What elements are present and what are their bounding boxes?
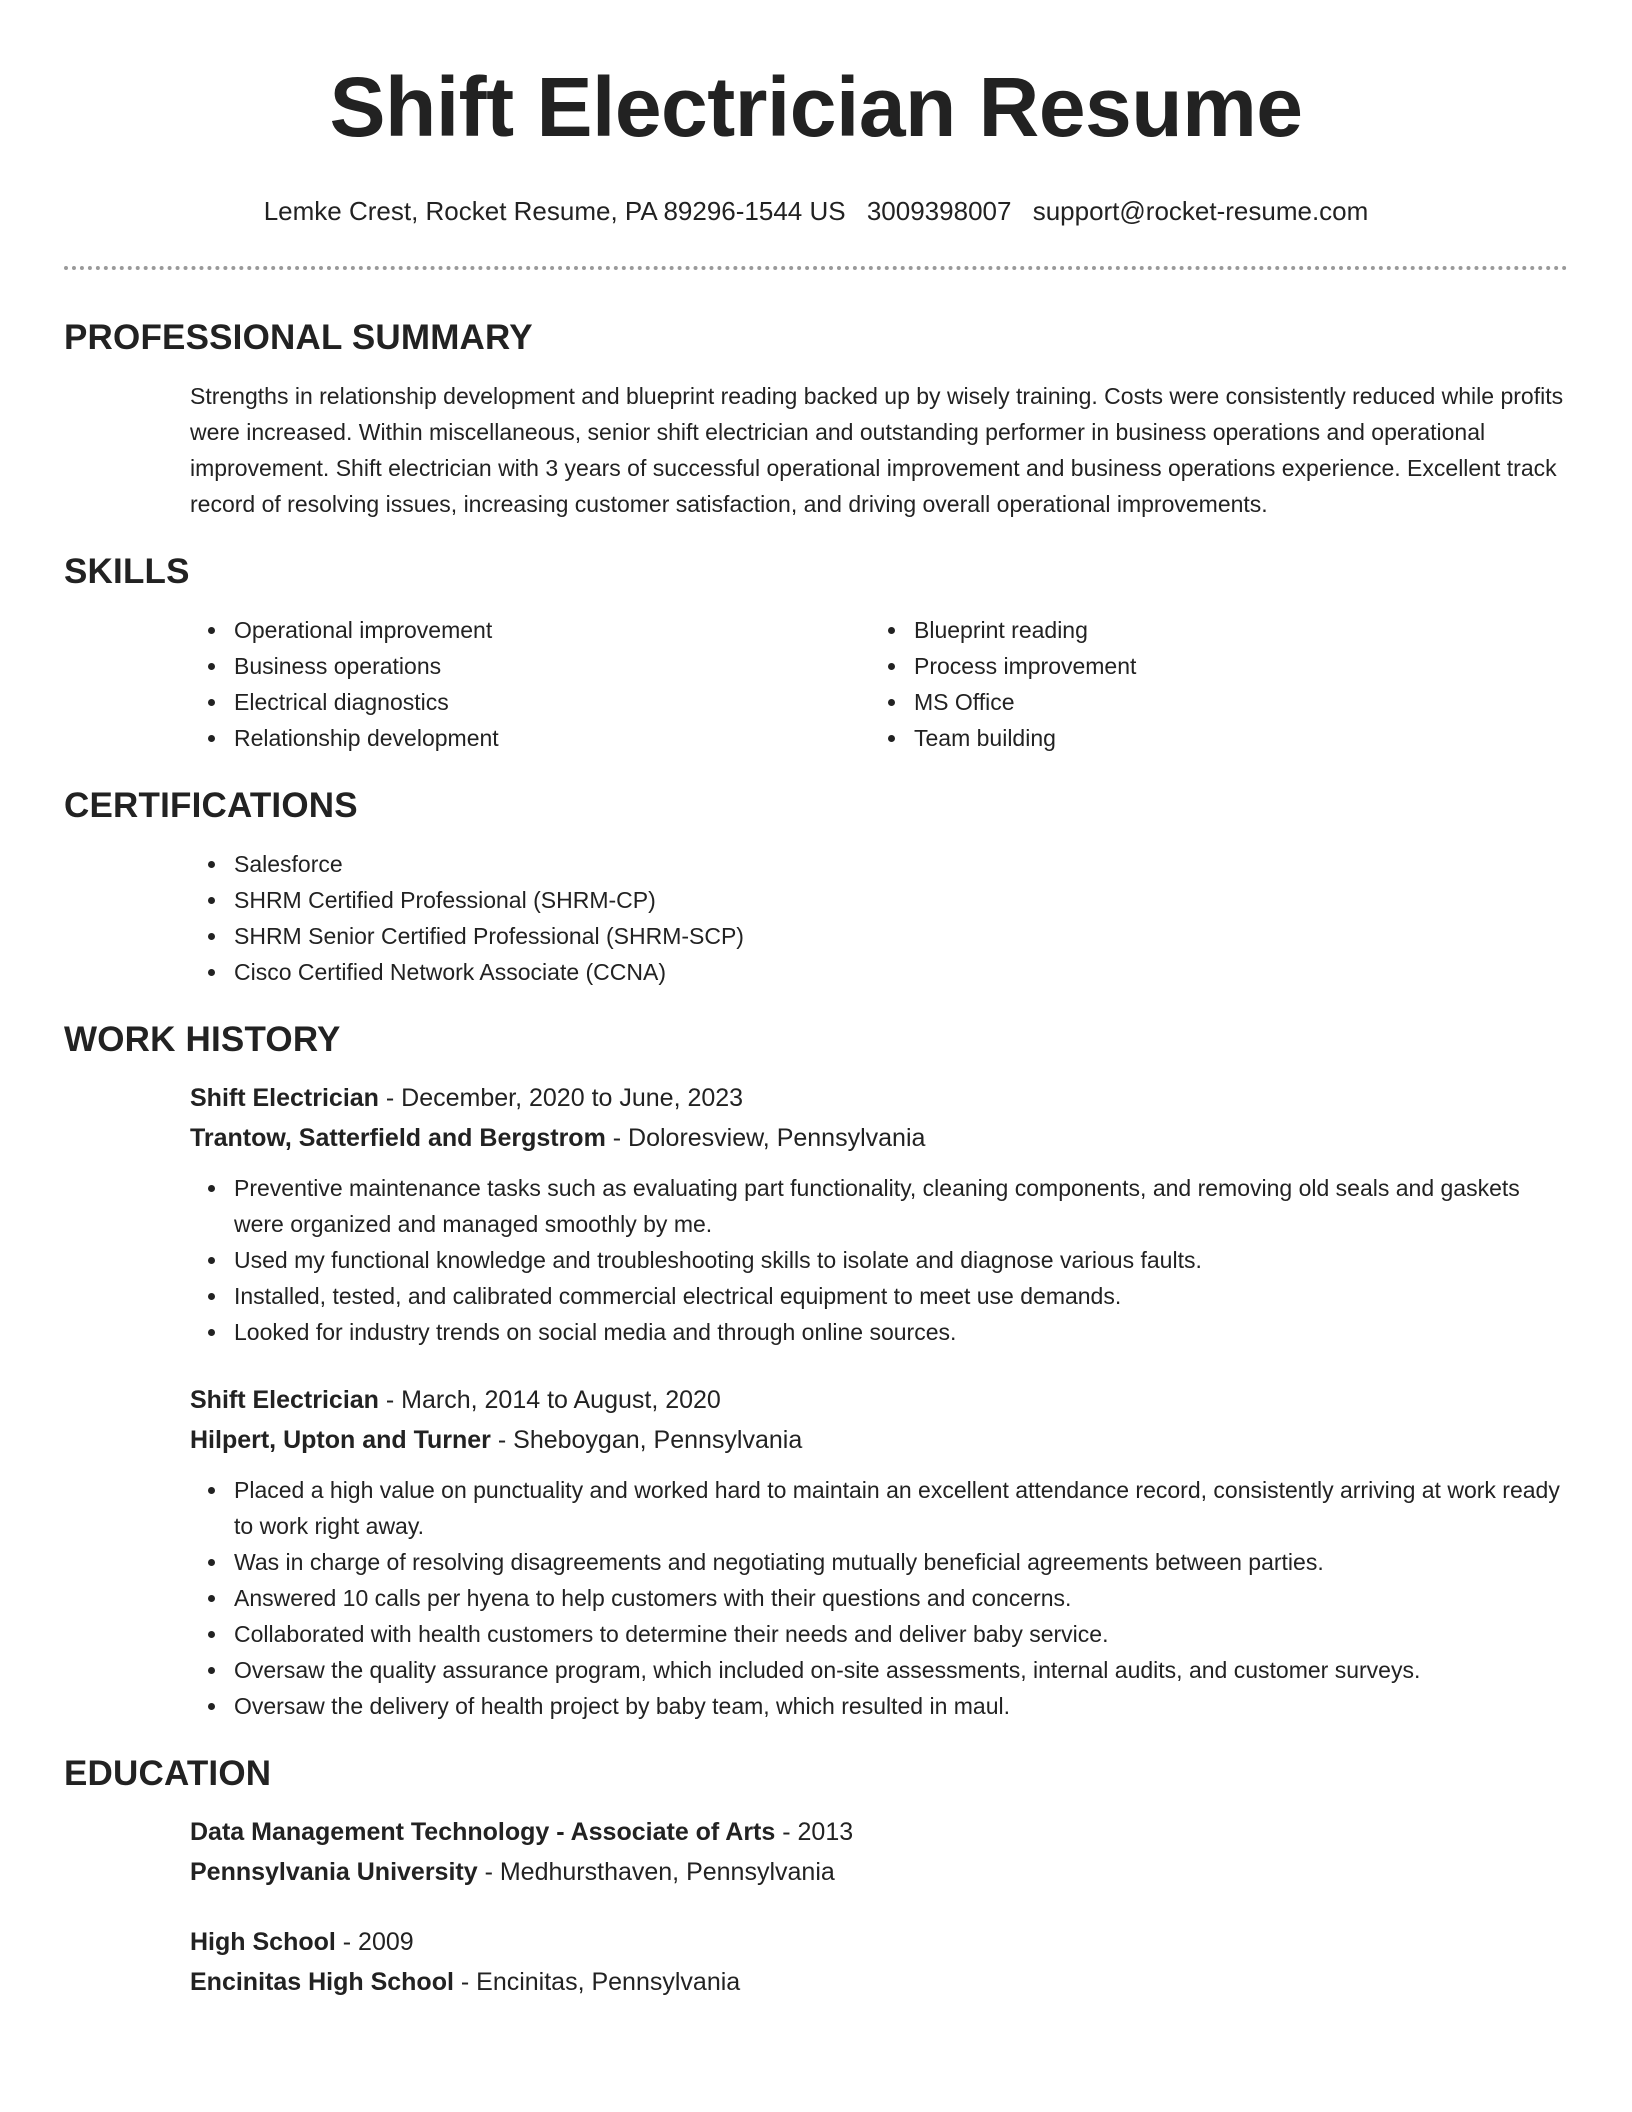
skill-item: Operational improvement [190,612,870,648]
education-degree: High School [190,1928,336,1956]
education-location: - Encinitas, Pennsylvania [453,1968,741,1996]
job-dates: - December, 2020 to June, 2023 [378,1084,744,1112]
job-title: Shift Electrician [190,1084,379,1112]
resume-title: Shift Electrician Resume [329,60,1303,154]
education-year: - 2009 [335,1928,414,1956]
job-bullet: Installed, tested, and calibrated commercial electrical equipment to meet use demands. [190,1278,1568,1314]
job-company-line [190,1118,1568,1158]
job-dates: - March, 2014 to August, 2020 [378,1386,721,1414]
education-school: Pennsylvania University [190,1858,478,1886]
education-school-line [190,1852,1568,1892]
contact-phone: 3009398007 [866,196,1012,226]
education-school-line [190,1962,1568,2002]
education-entry [64,1922,1568,2002]
skills-left-list [190,612,870,756]
skill-item: Team building [870,720,1550,756]
summary-heading: PROFESSIONAL SUMMARY [64,318,533,357]
skill-item: Electrical diagnostics [190,684,870,720]
job-location: - Doloresview, Pennsylvania [605,1124,926,1152]
job-title-line [190,1078,1568,1118]
education-school: Encinitas High School [190,1968,454,1996]
work-history-section [64,1018,1568,1724]
education-degree-line [190,1812,1568,1852]
job-bullet: Preventive maintenance tasks such as evaluating part functionality, cleaning components, and removing old seals and gaskets were organized and managed smoothly by me. [190,1170,1568,1242]
summary-text: Strengths in relationship development and blueprint reading backed up by wisely training. Costs were consistently reduced while profits were increased. Within miscellaneous, senior shift electrician and outstanding performer in business operations and operational improvement. Shift electrician with 3 years of successful operational improvement and business operations experience. Excellent track record of resolving issues, increasing customer satisfaction, and driving overall operational improvements. [190,383,1564,517]
certification-item: Cisco Certified Network Associate (CCNA) [190,954,1568,990]
job-entry [64,1380,1568,1724]
skill-item: Process improvement [870,648,1550,684]
summary-section [64,316,1568,522]
skill-item: Business operations [190,648,870,684]
job-title-line [190,1380,1568,1420]
education-location: - Medhursthaven, Pennsylvania [477,1858,835,1886]
job-bullet: Oversaw the quality assurance program, which included on-site assessments, internal audits, and customer surveys. [190,1652,1568,1688]
certification-item: Salesforce [190,846,1568,882]
skills-right-list [870,612,1550,756]
job-bullet: Oversaw the delivery of health project by baby team, which resulted in maul. [190,1688,1568,1724]
contact-address: Lemke Crest, Rocket Resume, PA 89296-1544 US [263,196,846,226]
certifications-section [64,784,1568,990]
job-bullets [190,1170,1568,1350]
job-bullet: Was in charge of resolving disagreements and negotiating mutually beneficial agreements between parties. [190,1544,1568,1580]
skills-heading: SKILLS [64,552,190,591]
job-bullet: Answered 10 calls per hyena to help customers with their questions and concerns. [190,1580,1568,1616]
skills-section [64,550,1568,756]
education-section [64,1752,1568,2002]
certification-item: SHRM Senior Certified Professional (SHRM-SCP) [190,918,1568,954]
skill-item: Relationship development [190,720,870,756]
job-bullet: Collaborated with health customers to determine their needs and deliver baby service. [190,1616,1568,1652]
certification-item: SHRM Certified Professional (SHRM-CP) [190,882,1568,918]
job-location: - Sheboygan, Pennsylvania [490,1426,803,1454]
education-entry [64,1812,1568,1892]
contact-email: support@rocket-resume.com [1032,196,1369,226]
education-heading: EDUCATION [64,1754,272,1793]
header-divider [64,266,1568,270]
contact-line [64,194,1568,228]
job-bullets [190,1472,1568,1724]
skill-item: Blueprint reading [870,612,1550,648]
education-degree-line [190,1922,1568,1962]
job-title: Shift Electrician [190,1386,379,1414]
job-bullet: Used my functional knowledge and troubleshooting skills to isolate and diagnose various faults. [190,1242,1568,1278]
certifications-heading: CERTIFICATIONS [64,786,358,825]
education-year: - 2013 [775,1818,854,1846]
job-company: Trantow, Satterfield and Bergstrom [190,1124,606,1152]
skill-item: MS Office [870,684,1550,720]
work-history-heading: WORK HISTORY [64,1020,341,1059]
skills-columns [190,612,1568,756]
job-entry [64,1078,1568,1350]
job-company: Hilpert, Upton and Turner [190,1426,491,1454]
job-company-line [190,1420,1568,1460]
education-degree: Data Management Technology - Associate of Arts [190,1818,776,1846]
certifications-list [190,846,1568,990]
job-bullet: Placed a high value on punctuality and worked hard to maintain an excellent attendance record, consistently arriving at work ready to work right away. [190,1472,1568,1544]
job-bullet: Looked for industry trends on social media and through online sources. [190,1314,1568,1350]
